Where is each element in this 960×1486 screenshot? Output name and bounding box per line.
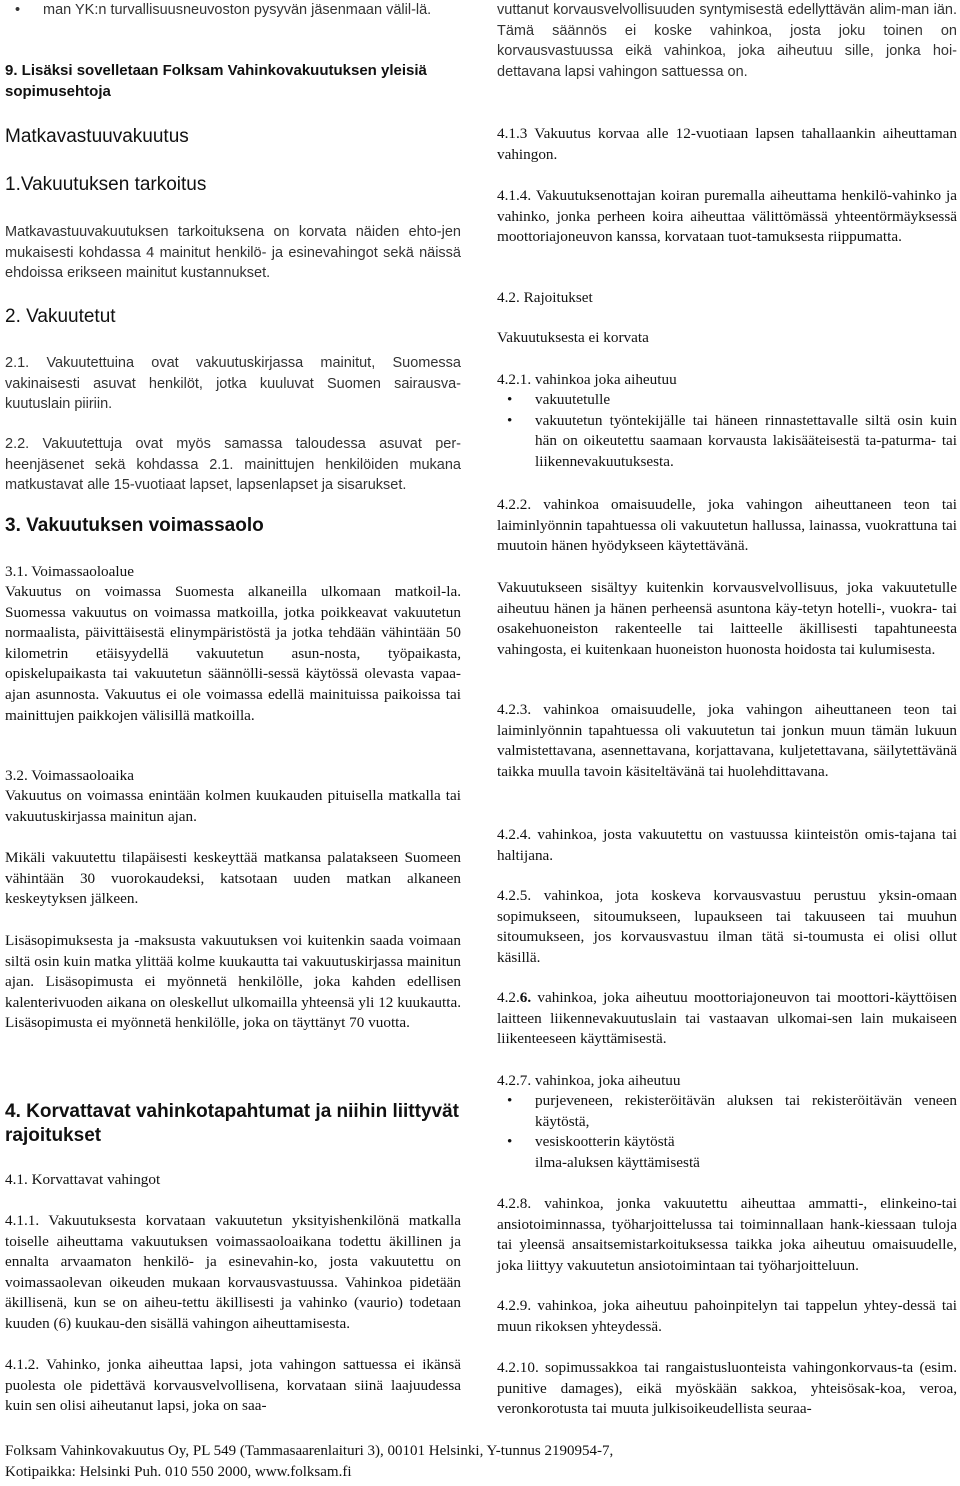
section-4-2-8: 4.2.8. vahinkoa, jonka vakuutettu aiheuttaa ammatti-, elinkeino-tai ansiotoiminnassa, työharjoittelussa tai toiminnallaan hank-kiessaan tuloja tai yleensä ansaitsemistarkoituksessa taikka joka aiheutuu omaisuudelle, joka liittyy vakuutetun ansiotoimintaan tai työharjoitteluun.: [497, 1195, 957, 1274]
section-2-2: 2.2. Vakuutettuja ovat myös samassa taloudessa asuvat per-heenjäsenet sekä kohdassa 2.1. mainittujen henkilöiden mukana matkustavat alle 15-vuotiaat lapset, lapsenlapset ja sisarukset.: [5, 436, 461, 494]
list-item: • purjeveneen, rekisteröitävän aluksen tai rekisteröitävän veneen käytöstä,: [497, 1091, 957, 1132]
section-4-2-1: 4.2.1. vahinkoa joka aiheutuu: [497, 371, 677, 388]
section-4-1-title: 4.1. Korvattavat vahingot: [5, 1171, 161, 1188]
section-4-2-7-list: [497, 1091, 957, 1153]
section-4-1-4: 4.1.4. Vakuutuksenottajan koiran puremalla aiheuttama henkilö-vahinko ja vahinko, jonka perheen koira aiheuttaa välittömässä yhteentörmäyksessä moottoriajoneuvon kanssa, korvataan tuot-tamuksesta riippumatta.: [497, 187, 957, 246]
section-4-2-7: 4.2.7. vahinkoa, joka aiheutuu: [497, 1072, 681, 1089]
section-4-2-5: 4.2.5. vahinkoa, jota koskeva korvausvastuu perustuu yksin-omaan sopimukseen, sitoumukseen, lupaukseen tai takuuseen tai muuhun sitoumukseen, jos korvausvastuu ilman tätä si-toumusta ei olisi ollut käsillä.: [497, 887, 957, 966]
section-4-2-6: [497, 988, 957, 1050]
section-4-2-4: 4.2.4. vahinkoa, josta vakuutettu on vastuussa kiinteistön omis-tajana tai haltijana.: [497, 826, 957, 864]
list-item: • vesiskootterin käytöstä: [497, 1132, 957, 1153]
section-1-body: Matkavastuuvakuutuksen tarkoituksena on korvata näiden ehto-jen mukaisesti kohdassa 4 mainitut henkilö- ja esinevahingot sekä näissä ehdoissa erikseen mainitut kustannukset.: [5, 224, 461, 282]
intro-clause-9: 9. Lisäksi sovelletaan Folksam Vahinkovakuutuksen yleisiä sopimusehtoja: [5, 62, 427, 100]
section-4-1-1: 4.1.1. Vakuutuksesta korvataan vakuutetun yksityishenkilönä matkalla toiselle aiheuttama vakuutuksen voimassaoloaikana todettu äkillinen ja ennalta arvaamaton henkilö- ja esinevahin-ko, josta vakuutettu on voimassaolevan oikeuden mukaan korvausvastuussa. Vahinkoa pidetään äkillisenä, kun se on aiheu-tettu äkillisesti ja vahinko (vaurio) todetaan kuuden (6) kuukau-den sisällä vahingon aiheuttamisesta.: [5, 1212, 461, 1332]
section-1-heading: 1.Vakuutuksen tarkoitus: [5, 174, 207, 195]
section-4-2-6-number: 4.2.: [497, 989, 520, 1006]
section-4-2-6-number-bold: 6.: [519, 989, 532, 1006]
section-2-heading: 2. Vakuutetut: [5, 306, 116, 327]
section-2-1: 2.1. Vakuutettuina ovat vakuutuskirjassa mainitut, Suomessa vakinaisesti asuvat henkilöt, jotka kuuluvat Suomen sairausva-kuutuslain piiriin.: [5, 355, 461, 413]
section-4-1-2: 4.1.2. Vahinko, jonka aiheuttaa lapsi, jota vahingon sattuessa ei ikänsä puolesta ole pidettävä korvausvelvollisena, korvataan siinä laajuudessa kuin sen olisi aiheutanut lapsi, joka on saa-: [5, 1356, 461, 1415]
section-4-heading: 4. Korvattavat vahinkotapahtumat ja niihin liittyvät rajoitukset: [5, 1101, 459, 1146]
section-3-1-body: Vakuutus on voimassa Suomesta alkaneilla ulkomaan matkoil-la. Suomessa vakuutus on voimassa matkoilla, jotka poikkeavat vakuutetun normaalista, päivittäisestä elinympäristöstä ja jotka tehdään vähintään 50 kilometrin etäisyydellä vakuutetun asun-nosta, työpaikasta, opiskelupaikasta tai vakuutetun säännölli-sessä käytössä olevasta vapaa-ajan asunnosta. Vakuutus ei ole voimassa edellä mainituissa paikoissa tai mainittujen paikkojen välisillä matkoilla.: [5, 583, 461, 724]
section-4-2-1-list: [497, 390, 957, 472]
section-4-1-3: 4.1.3 Vakuutus korvaa alle 12-vuotiaan lapsen tahallaankin aiheuttaman vahingon.: [497, 125, 957, 163]
section-4-2-10: 4.2.10. sopimussakkoa tai rangaistusluonteista vahingonkorvaus-ta (esim. punitive damages), eikä myöskään sakkoa, yhteisösak-koa, veroa, veronkorotusta tai muuta julkisoikeudellista seuraa-: [497, 1359, 957, 1418]
section-3-2-paragraph-3: Lisäsopimuksesta ja -maksusta vakuutuksen voi kuitenkin saada voimaan siltä osin kuin matka ylittää kolme kuukautta tai vakuutuskirjassa mainitun ajan. Lisäsopimusta ei myönnetä henkilölle, joka kahden edellisen kalenterivuoden aikana on oleskellut ulkomailla yhteensä yli 12 kuukautta. Lisäsopimusta ei myönnetä henkilölle, joka on täyttänyt 70 vuotta.: [5, 932, 461, 1032]
section-3-2-title: 3.2. Voimassaoloaika: [5, 767, 134, 784]
section-4-2-2-paragraph-2: Vakuutukseen sisältyy kuitenkin korvausvelvollisuus, joka vakuutetulle aiheutuu hänen ja hänen perheensä asuntona käy-tetyn hotelli-, vuokra- tai osakehuoneiston rakenteelle tai laitteelle äkillisesti tapahtuneesta vahingosta, ei kuitenkaan huoneiston huonosta hoidosta tai kulumisesta.: [497, 579, 957, 658]
document-title: Matkavastuuvakuutus: [5, 126, 189, 147]
footer-company-line: Folksam Vahinkovakuutus Oy, PL 549 (Tammasaarenlaituri 3), 00101 Helsinki, Y-tunnus 2190954-7,: [5, 1443, 614, 1459]
section-4-2-title: 4.2. Rajoitukset: [497, 289, 593, 306]
section-3-1-title: 3.1. Voimassaoloalue: [5, 563, 134, 580]
section-4-2-9: 4.2.9. vahinkoa, joka aiheutuu pahoinpitelyn tai tappelun yhtey-dessä tai muun rikoksen yhteydessä.: [497, 1297, 957, 1335]
intro-list: [5, 0, 461, 21]
section-4-2-3: 4.2.3. vahinkoa omaisuudelle, joka vahingon aiheuttaneen teon tai laiminlyönnin tapahtuessa oli vakuutetun tai jonkun muun tämän lukuun valmistettavana, asennettavana, korjattavana, kuljetettavana, säilytettävänä taikka muulla tavoin käsiteltävänä tai huolehdittavana.: [497, 701, 957, 780]
section-4-2-6-text: vahinkoa, joka aiheutuu moottoriajoneuvon tai moottori-käyttöisen laitteen liikennevakuutuslain tai vastaavan ulkomai-sen lain mukaiseen liikenteeseen käyttämisestä.: [497, 989, 957, 1048]
intro-item: • man YK:n turvallisuusneuvoston pysyvän jäsenmaan välil-lä.: [5, 0, 461, 21]
not-covered-label: Vakuutuksesta ei korvata: [497, 329, 649, 346]
list-item: • vakuutetun työntekijälle tai häneen rinnastettavalle siltä osin kuin hän on oikeutettu saamaan korvausta lakisääteisestä ta-paturma- tai liikennevakuutuksesta.: [497, 411, 957, 473]
page-footer: [5, 1441, 955, 1482]
section-4-2-7-extra: ilma-aluksen käyttämisestä: [535, 1154, 700, 1171]
section-3-2-paragraph-2: Mikäli vakuutettu tilapäisesti keskeyttää matkansa palatakseen Suomeen vähintään 30 vuorokaudeksi, katsotaan uuden matkan alkaneen keskeytyksen jälkeen.: [5, 849, 461, 908]
section-3-2-body: Vakuutus on voimassa enintään kolmen kuukauden pituisella matkalla tai vakuutuskirjassa mainitun ajan.: [5, 787, 461, 825]
section-4-1-2-continued: vuttanut korvausvelvollisuuden syntymisestä edellyttävän alim-man iän. Tämä säännös ei koske vahinkoa, josta joku toinen on korvausvastuussa eikä vahinkoa, joka aiheutuu sille, jonka hoi-dettavana lapsi vahingon sattuessa on.: [497, 2, 957, 80]
section-3-heading: 3. Vakuutuksen voimassaolo: [5, 515, 264, 536]
footer-contact-line: Kotipaikka: Helsinki Puh. 010 550 2000, www.folksam.fi: [5, 1463, 352, 1480]
section-4-2-2: 4.2.2. vahinkoa omaisuudelle, joka vahingon aiheuttaneen teon tai laiminlyönnin tapahtuessa oli vakuutetun hallussa, lainassa, vuokrattuna tai muutoin hänen hyödykseen käytettävänä.: [497, 496, 957, 555]
list-item: • vakuutetulle: [497, 390, 957, 411]
